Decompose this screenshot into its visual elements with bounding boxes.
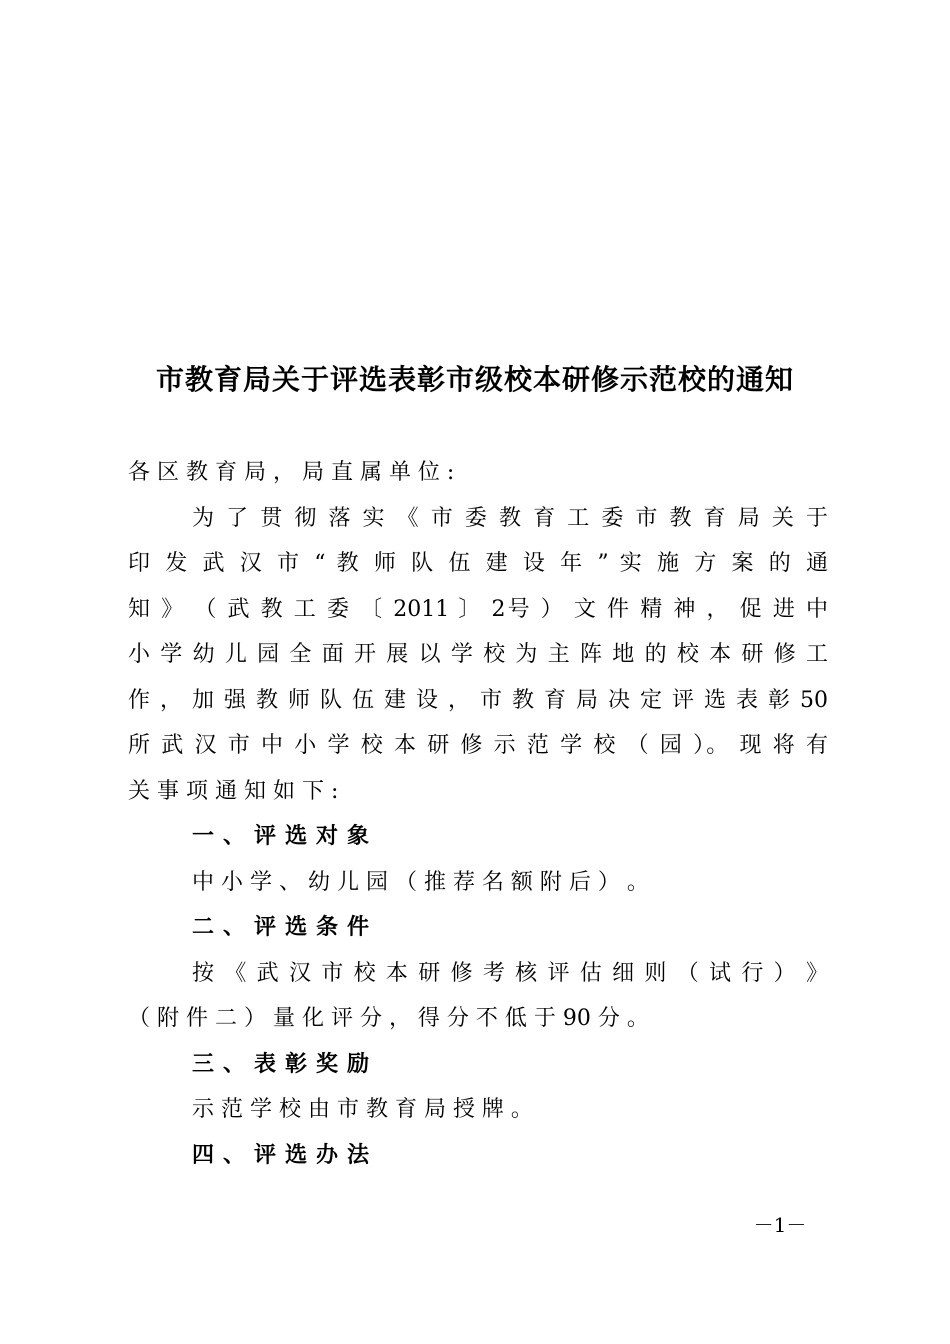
section-heading-4: 四、评选办法 (192, 1142, 379, 1168)
intro-line-1: 为 了 贯 彻 落 实 《 市 委 教 育 工 委 市 教 育 局 关 于 (192, 505, 828, 531)
document-body (128, 450, 828, 1178)
section-heading-2: 二、评选条件 (192, 915, 379, 940)
intro-line-5: 作 ， 加 强 教 师 队 伍 建 设 ， 市 教 育 局 决 定 评 选 表 彰 50 (128, 687, 828, 713)
intro-line-6: 所 武 汉 市 中 小 学 校 本 研 修 示 范 学 校 （ 园 ）。 现 将 有 (128, 733, 828, 758)
section-3-line-1: 示 范 学 校 由 市 教 育 局 授 牌 。 (192, 1097, 533, 1122)
section-2-line-2: （ 附 件 二 ） 量 化 评 分 ， 得 分 不 低 于 90 分 。 (128, 1006, 649, 1031)
intro-line-7: 关 事 项 通 知 如 下 : (128, 778, 339, 804)
section-1-line-1: 中 小 学 、 幼 儿 园 （ 推 荐 名 额 附 后 ） 。 (192, 869, 649, 895)
document-title: 市教育局关于评选表彰市级校本研修示范校的通知 (155, 363, 794, 396)
intro-line-3: 知 》 （ 武 教 工 委 〔 2011 〕 2号 ） 文 件 精 神 ， 促 进 中 (128, 596, 828, 622)
section-heading-3: 三、表彰奖励 (192, 1051, 379, 1077)
section-heading-1: 一、评选对象 (192, 824, 379, 849)
page-number: －1－ (753, 1213, 807, 1237)
intro-line-4: 小 学 幼 儿 园 全 面 开 展 以 学 校 为 主 阵 地 的 校 本 研 修 工 (128, 642, 828, 667)
salutation: 各 区 教 育 局 ， 局 直 属 单 位 : (128, 460, 455, 485)
section-2-line-1: 按 《 武 汉 市 校 本 研 修 考 核 评 估 细 则 （ 试 行 ） 》 (192, 960, 828, 986)
intro-line-2: 印 发 武 汉 市 “ 教 师 队 伍 建 设 年 ” 实 施 方 案 的 通 (128, 551, 828, 576)
